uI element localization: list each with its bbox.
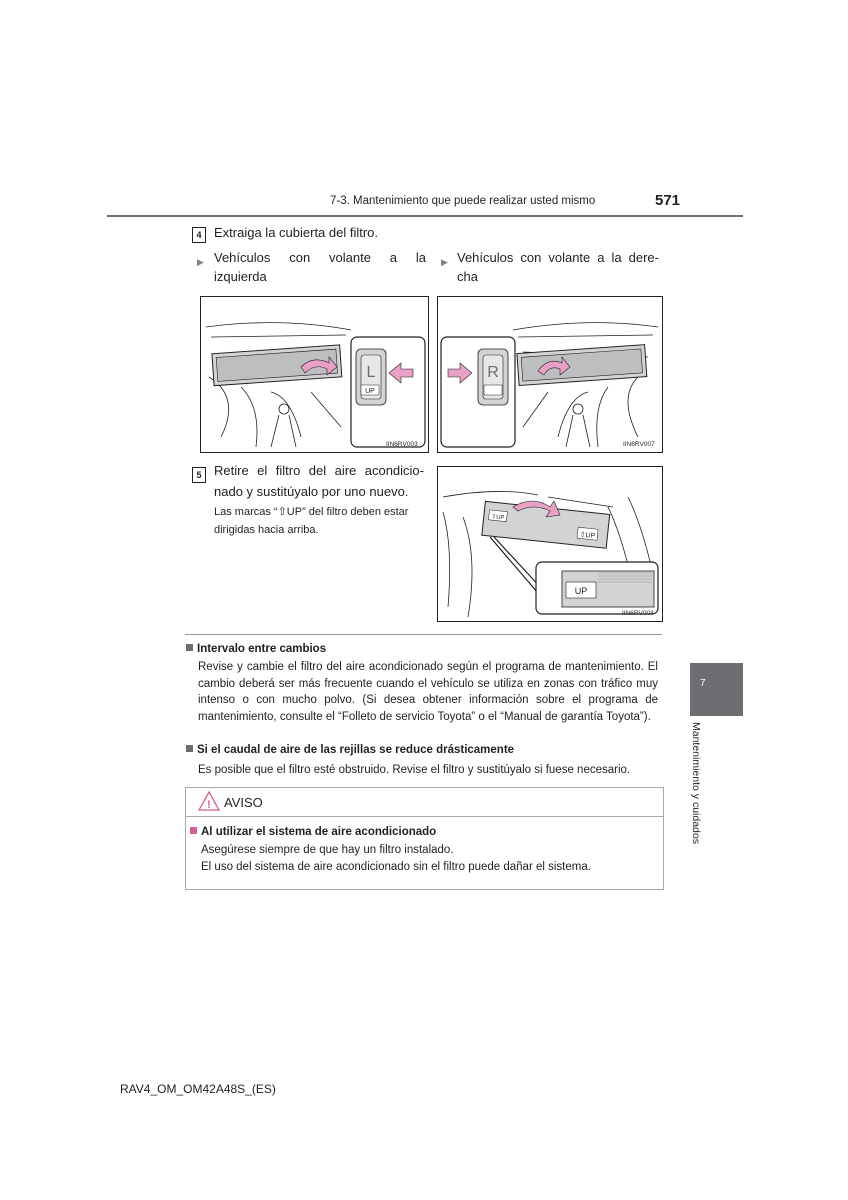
section-title: 7-3. Mantenimiento que puede realizar usted mismo <box>330 195 596 207</box>
chapter-number: 7 <box>700 678 706 689</box>
step4-number: 4 <box>192 225 206 243</box>
step5-title-line1: Retire el filtro del aire acondicio- <box>214 463 424 478</box>
warning-line1: Asegúrese siempre de que hay un filtro instalado. <box>201 844 454 856</box>
left-figure-code: IIN6RV003 <box>386 441 418 448</box>
square-bullet-icon <box>186 745 193 752</box>
right-figure-code: IIN6RV007 <box>623 441 655 448</box>
info2-heading: Si el caudal de aire de las rejillas se reduce drásticamente <box>186 744 514 756</box>
step5-badge-up: UP <box>574 586 588 596</box>
right-badge-letter: R <box>487 364 499 381</box>
left-label-line1: Vehículos con volante a la <box>214 250 426 265</box>
step5-note-line2: dirigidas hacia arriba. <box>214 524 319 536</box>
left-label-line2: izquierda <box>214 269 267 284</box>
footer-doc-code: RAV4_OM_OM42A48S_(ES) <box>120 1082 276 1096</box>
right-bullet-icon: ▶ <box>441 257 448 267</box>
warning-box <box>185 787 664 890</box>
figure-filter-replacement <box>437 466 663 622</box>
warning-heading: Al utilizar el sistema de aire acondicionado <box>190 826 436 838</box>
left-badge-letter: L <box>366 364 376 381</box>
warning-header <box>186 788 663 817</box>
svg-text:⇧UP: ⇧UP <box>490 514 505 522</box>
square-bullet-icon <box>190 827 197 834</box>
square-bullet-icon <box>186 644 193 651</box>
step5-title-line2: nado y sustitúyalo por uno nuevo. <box>214 484 409 499</box>
warning-line2: El uso del sistema de aire acondicionado sin el filtro puede dañar el sistema. <box>201 861 591 873</box>
svg-text:!: ! <box>207 799 211 811</box>
right-label-line1: Vehículos con volante a la dere- <box>457 250 659 265</box>
right-label-line2: cha <box>457 269 478 284</box>
info2-text: Es posible que el filtro esté obstruido. Revise el filtro y sustitúyalo si fuese necesario. <box>198 764 631 776</box>
section-divider <box>185 634 662 635</box>
figure-right-hand-drive <box>437 296 663 453</box>
svg-text:⇧UP: ⇧UP <box>579 531 596 541</box>
step5-figure-code: IIN6RV004 <box>622 610 654 617</box>
step5-number: 5 <box>192 465 206 483</box>
left-badge-up: UP <box>365 388 375 395</box>
warning-triangle-icon <box>198 791 220 816</box>
warning-title: AVISO <box>224 795 263 810</box>
header-rule <box>107 215 743 217</box>
info1-text: Revise y cambie el filtro del aire acondicionado según el programa de mantenimiento. El cambio deberá ser más frecuente cuando el vehículo se utiliza en zonas con tráfico muy intenso o con mucho polvo. (Si desea obtener información sobre el programa de mantenimiento, consulte el “Folleto de servicio Toyota” o el “Manual de garantía Toyota”). <box>198 661 658 723</box>
info1-heading: Intervalo entre cambios <box>186 643 326 655</box>
chapter-label: Mantenimiento y cuidados <box>690 722 702 844</box>
chapter-tab <box>690 663 743 716</box>
step4-title: Extraiga la cubierta del filtro. <box>214 225 379 240</box>
left-bullet-icon: ▶ <box>197 257 204 267</box>
page-number: 571 <box>655 192 681 209</box>
figure-left-hand-drive <box>200 296 429 453</box>
step5-note-line1: Las marcas “⇧UP” del filtro deben estar <box>214 506 409 518</box>
